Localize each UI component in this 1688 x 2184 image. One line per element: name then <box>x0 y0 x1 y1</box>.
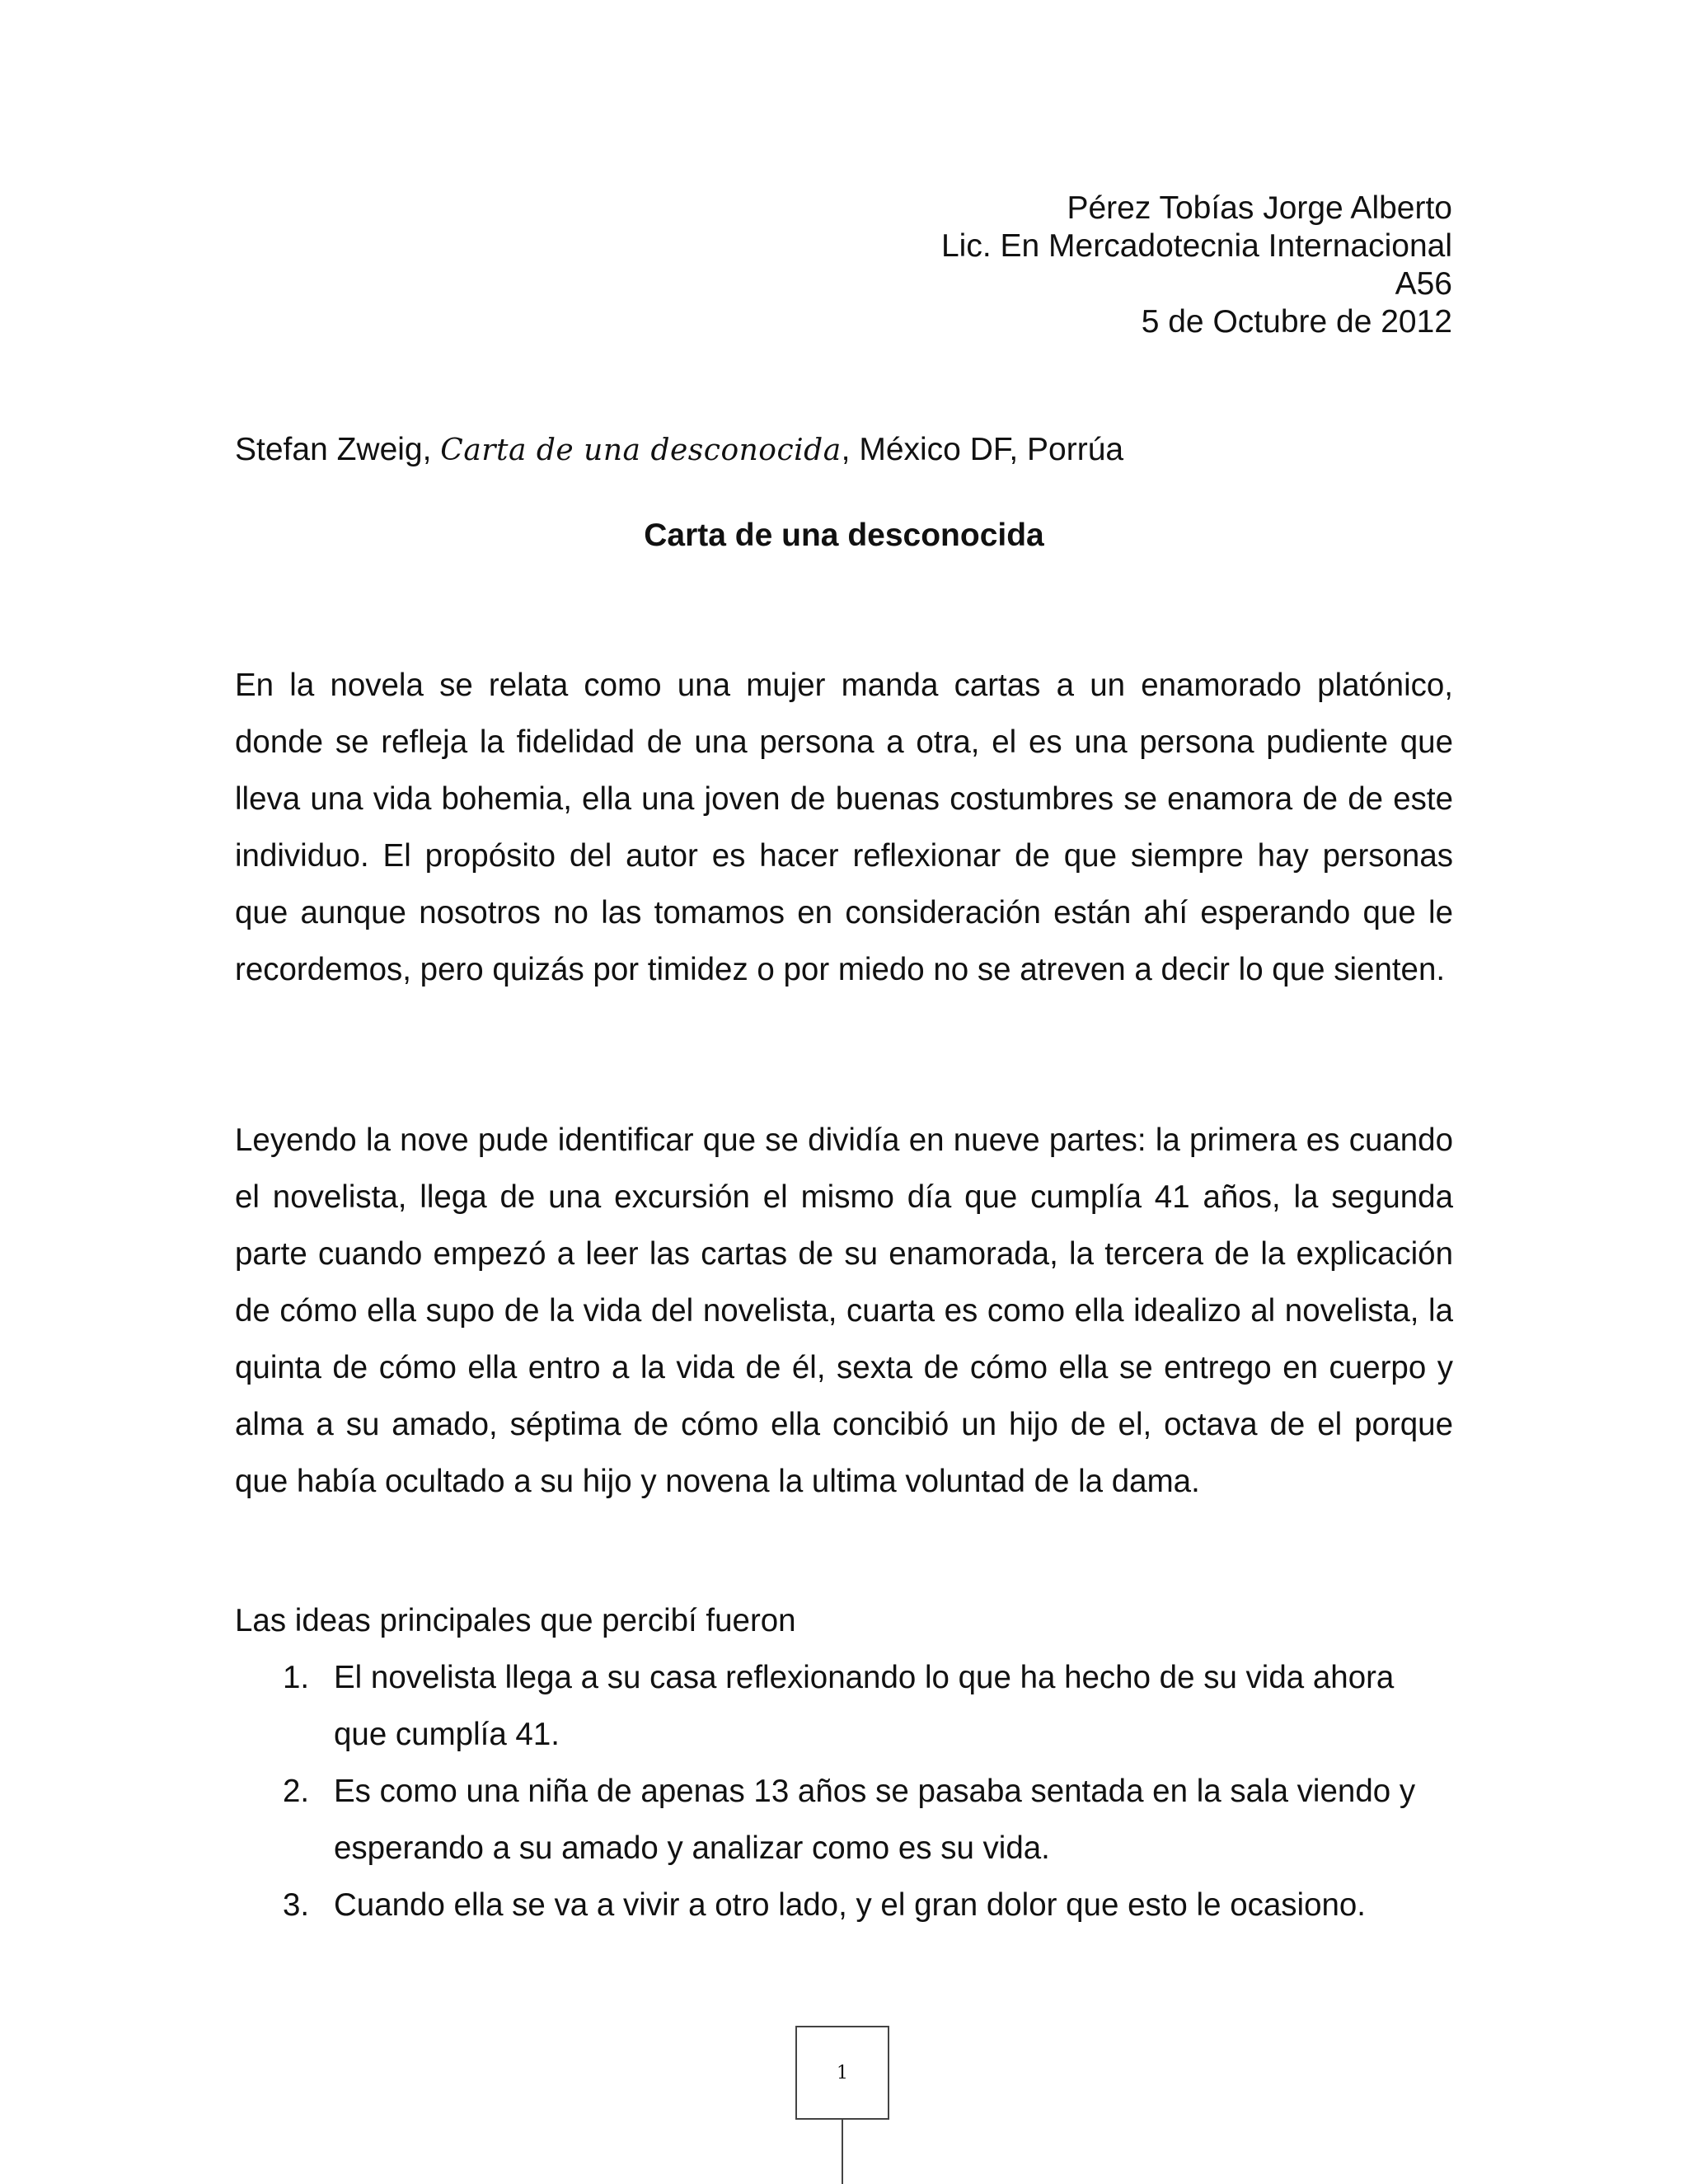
list-item-text: Es como una niña de apenas 13 años se pasaba sentada en la sala viendo y esperando a su amado y analizar como es su vida. <box>334 1774 1416 1866</box>
student-name: Pérez Tobías Jorge Alberto <box>1067 190 1452 226</box>
list-item-text: El novelista llega a su casa reflexionando lo que ha hecho de su vida ahora que cumplía 41. <box>334 1660 1395 1752</box>
list-item-number: 1. <box>283 1660 310 1695</box>
group-code: A56 <box>1395 266 1452 302</box>
list-item-number: 3. <box>283 1887 310 1923</box>
list-item <box>235 1649 1453 1763</box>
reference-book-title: Carta de una desconocida <box>440 434 842 467</box>
degree-program: Lic. En Mercadotecnia Internacional <box>940 228 1452 264</box>
main-ideas-list <box>235 1649 1453 1933</box>
list-item <box>235 1763 1453 1877</box>
reference-publication: , México DF, Porrúa <box>841 432 1124 467</box>
list-item-text: Cuando ella se va a vivir a otro lado, y el gran dolor que esto le ocasiono. <box>334 1887 1367 1923</box>
ideas-intro: Las ideas principales que percibí fueron <box>235 1603 796 1638</box>
page-number <box>795 2026 889 2120</box>
page-number-label: 1 <box>837 2062 848 2083</box>
bibliographic-reference <box>235 429 1123 471</box>
document-date: 5 de Octubre de 2012 <box>1141 304 1452 340</box>
author-header <box>710 190 1452 341</box>
list-item <box>235 1877 1453 1933</box>
paragraph-structure: Leyendo la nove pude identificar que se dividía en nueve partes: la primera es cuando el novelista, llega de una excursión el mismo día que cumplía 41 años, la segunda parte cuando empezó a leer las cartas de su enamorada, la tercera de la explicación de cómo ella supo de la vida del novelista, cuarta es como ella idealizo al novelista, la quinta de cómo ella entro a la vida de él, sexta de cómo ella se entrego en cuerpo y alma a su amado, séptima de cómo ella concibió un hijo de el, octava de el porque que había ocultado a su hijo y novena la ultima voluntad de la dama. <box>235 1122 1453 1499</box>
reference-author: Stefan Zweig, <box>235 432 441 467</box>
page-number-connector-line <box>842 2120 843 2184</box>
paragraph-summary: En la novela se relata como una mujer manda cartas a un enamorado platónico, donde se refleja la fidelidad de una persona a otra, el es una persona pudiente que lleva una vida bohemia, ella una joven de buenas costumbres se enamora de de este individuo. El propósito del autor es hacer reflexionar de que siempre hay personas que aunque nosotros no las tomamos en consideración están ahí esperando que le recordemos, pero quizás por timidez o por miedo no se atreven a decir lo que sienten. <box>235 667 1453 987</box>
list-item-number: 2. <box>283 1774 310 1809</box>
document-title: Carta de una desconocida <box>644 518 1044 553</box>
